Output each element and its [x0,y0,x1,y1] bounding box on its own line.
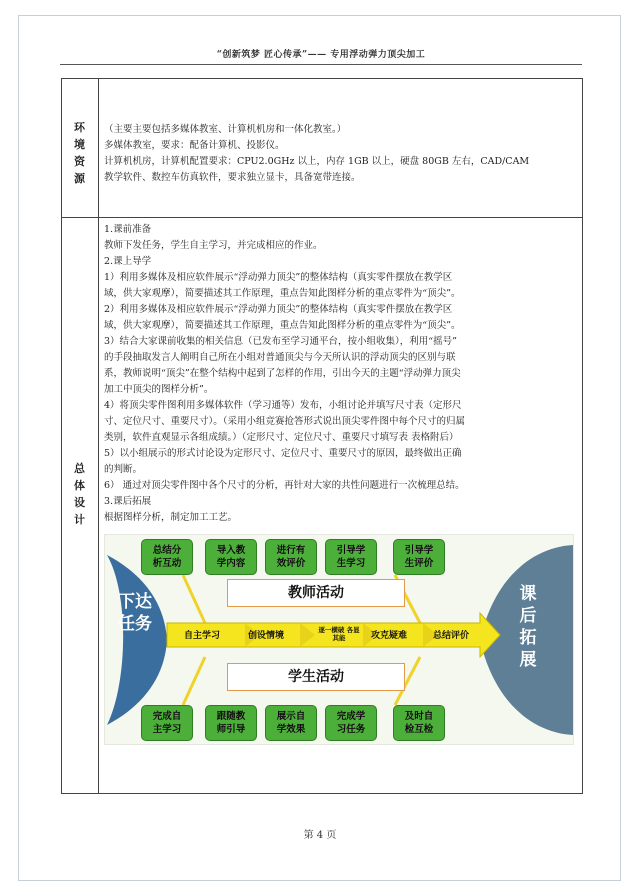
student-activities-band: 学生活动 [227,663,405,691]
text-line: 教师下发任务，学生自主学习，并完成相应的作业。 [104,240,323,251]
text-line: 1）利用多媒体及相应软件展示“浮动弹力顶尖”的整体结构（真实零件摆放在教学区 [104,272,453,283]
table-row-divider [61,217,583,218]
table-column-divider [98,78,99,794]
header-rule [60,64,582,65]
teacher-activity-box: 引导学 生评价 [393,539,445,575]
label-char: 体 [74,479,85,492]
text-line: 根据图样分析，制定加工工艺。 [104,512,238,523]
step-summary-evaluation: 总结评价 [432,631,469,641]
text-line: 3）结合大家课前收集的相关信息（已发布至学习通平台，按小组收集），利用“摇号” [104,336,458,347]
text-line: 寸、定位尺寸、重要尺寸）。（采用小组竞赛抢答形式说出顶尖零件图中每个尺寸的归属 [104,416,466,427]
overall-design-content [104,222,580,526]
label-char: 计 [74,513,85,526]
label-char: 资 [74,155,85,168]
label-char: 源 [74,172,85,185]
text-line: 类别，软件直观显示各组成绩。）（定形尺寸、定位尺寸、重要尺寸填写表 表格附后） [104,432,459,443]
assign-task-label: 下达 任务 [118,592,152,634]
label-char: 境 [74,138,85,151]
step-create-scenario: 创设情境 [247,631,284,641]
text-line: 域，供大家观摩），简要描述其工作原理，重点告知此图样分析的重点零件为“顶尖”。 [104,288,461,299]
student-activity-box: 展示自 学效果 [265,705,317,741]
teacher-activity-box: 导入教 学内容 [205,539,257,575]
text-line: 1.课前准备 [104,224,152,235]
text-line: 2）利用多媒体及相应软件展示“浮动弹力顶尖”的整体结构（真实零件摆放在教学区 [104,304,453,315]
text-line: 加工中顶尖的图样分析”。 [104,384,214,395]
student-activity-box: 跟随教 师引导 [205,705,257,741]
student-activity-box: 完成学 习任务 [325,705,377,741]
text-line: 的判断。 [104,464,143,475]
teacher-activity-box: 进行有 效评价 [265,539,317,575]
teacher-activity-box: 总结分 析互动 [141,539,193,575]
text-line: 教学软件、数控车仿真软件，要求独立显卡，具备宽带连接。 [104,172,361,183]
overall-design-label [61,460,98,528]
label-char: 环 [74,121,85,134]
step-break-through: 逐一横破 各显其能 [318,626,360,642]
text-line: 6） 通过对顶尖零件图中各个尺寸的分析，再针对大家的共性问题进行一次梳理总结。 [104,480,465,491]
page-header-title: “创新筑梦 匠心传承”—— 专用浮动弹力顶尖加工 [216,50,426,60]
text-line: 4）将顶尖零件图利用多媒体软件（学习通等）发布，小组讨论并填写尺寸表（定形尺 [104,400,462,411]
text-line: （主要主要包括多媒体教室、计算机机房和一体化教室。） [104,124,347,135]
label-char: 设 [74,496,85,509]
fishbone-diagram [104,534,574,745]
env-resources-label [61,119,98,187]
after-class-extension-label: 课 后 拓 展 [519,584,537,670]
step-self-study: 自主学习 [183,631,220,641]
step-overcome-difficulty: 攻克疑难 [370,631,407,641]
label-char: 总 [74,462,85,475]
text-line: 域，供大家观摩），简要描述其工作原理，重点告知此图样分析的重点零件为“顶尖”。 [104,320,461,331]
text-line: 3.课后拓展 [104,496,152,507]
text-line: 系，教师说明“顶尖”在整个结构中起到了怎样的作用，引出今天的主题“浮动弹力顶尖 [104,368,461,379]
text-line: 2.课上导学 [104,256,152,267]
env-resources-content [104,122,580,186]
text-line: 计算机机房，计算机配置要求：CPU2.0GHz 以上，内存 1GB 以上，硬盘 80GB 左右，CAD/CAM [104,156,530,167]
student-activity-box: 及时自 检互检 [393,705,445,741]
text-line: 的手段抽取发言人阐明自己所在小组对普通顶尖与今天所认识的浮动顶尖的区别与联 [104,352,456,363]
text-line: 多媒体教室，要求：配备计算机、投影仪。 [104,140,285,151]
teacher-activity-box: 引导学 生学习 [325,539,377,575]
left-fish-shape [107,555,167,725]
page-number: 第 4 页 [303,830,337,841]
student-activity-box: 完成自 主学习 [141,705,193,741]
teacher-activities-band: 教师活动 [227,579,405,607]
text-line: 5）以小组展示的形式讨论设为定形尺寸、定位尺寸、重要尺寸的原因，最终做出正确 [104,448,462,459]
